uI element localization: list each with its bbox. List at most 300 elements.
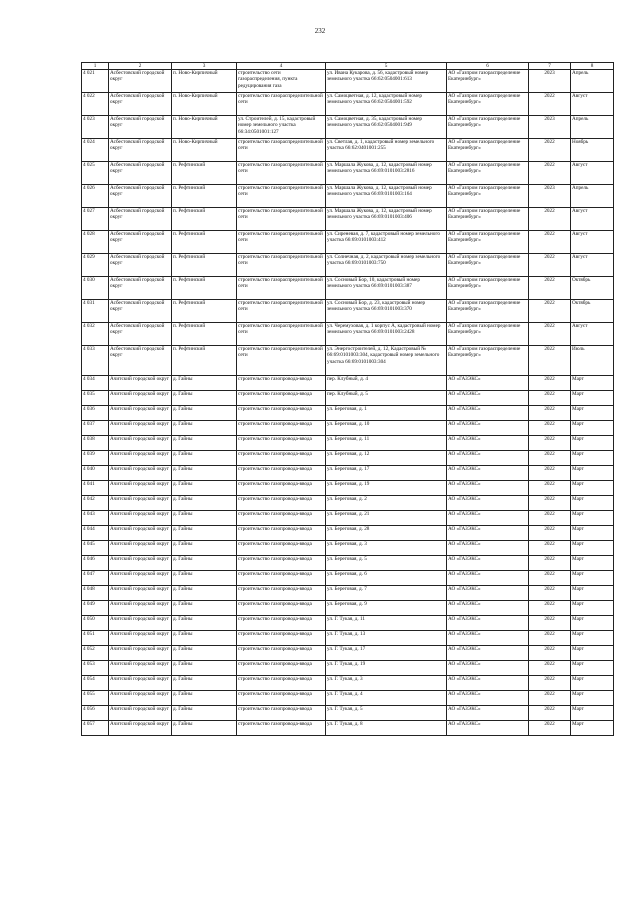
row-number: 4 033 [82, 346, 109, 376]
table-row [82, 676, 614, 691]
municipality-cell: Ачитский городской округ [109, 376, 172, 391]
work-type-cell: строительство газопровода-ввода [237, 646, 326, 661]
organization-cell: АО «Газпром газораспределение Екатеринбург» [447, 208, 529, 231]
work-type-cell: строительство газопровода-ввода [237, 616, 326, 631]
address-cell: ул. Энергостроителей, д. 12, Кадастровый № 66:69:0101003:304, кадастровый номер земельного участка 66:69:0101003:304 [326, 346, 447, 376]
work-type-cell: строительство газораспределительной сети [237, 254, 326, 277]
row-number: 4 045 [82, 541, 109, 556]
settlement-cell: п. Ново-Кирпичный [172, 116, 237, 139]
municipality-cell: Асбестовский городской округ [109, 93, 172, 116]
municipality-cell: Асбестовский городской округ [109, 185, 172, 208]
settlement-cell: п. Рефтинский [172, 254, 237, 277]
address-cell: ул. Береговая, д. 21 [326, 511, 447, 526]
month-cell: Октябрь [571, 300, 614, 323]
municipality-cell: Ачитский городской округ [109, 436, 172, 451]
row-number: 4 051 [82, 631, 109, 646]
address-cell: ул. Г. Тукая, д. 11 [326, 616, 447, 631]
settlement-cell: д. Гайны [172, 466, 237, 481]
address-cell: ул. Солнечная, д. 2, кадастровый номер земельного участка 66:69:0101003:750 [326, 254, 447, 277]
settlement-cell: д. Гайны [172, 676, 237, 691]
year-cell: 2022 [529, 586, 571, 601]
address-cell: ул. Самоцветная, д. 12, кадастровый номер земельного участка 66:62:0504001:592 [326, 93, 447, 116]
address-cell: ул. Береговая, д. 17 [326, 466, 447, 481]
year-cell: 2022 [529, 466, 571, 481]
month-cell: Август [571, 323, 614, 346]
year-cell: 2022 [529, 93, 571, 116]
work-type-cell: строительство газопровода-ввода [237, 436, 326, 451]
organization-cell: АО «ГАЗЭКС» [447, 661, 529, 676]
column-number: 1 [82, 63, 109, 70]
year-cell: 2022 [529, 162, 571, 185]
row-number: 4 028 [82, 231, 109, 254]
table-row [82, 646, 614, 661]
address-cell: ул. Береговая, д. 12 [326, 451, 447, 466]
year-cell: 2022 [529, 556, 571, 571]
column-number: 3 [172, 63, 237, 70]
table-row [82, 346, 614, 376]
work-type-cell: строительство газопровода-ввода [237, 691, 326, 706]
municipality-cell: Асбестовский городской округ [109, 116, 172, 139]
year-cell: 2022 [529, 646, 571, 661]
year-cell: 2022 [529, 706, 571, 721]
work-type-cell: строительство газопровода-ввода [237, 556, 326, 571]
work-type-cell: строительство газораспределительной сети [237, 208, 326, 231]
municipality-cell: Асбестовский городской округ [109, 277, 172, 300]
table-row [82, 556, 614, 571]
row-number: 4 049 [82, 601, 109, 616]
year-cell: 2022 [529, 391, 571, 406]
month-cell: Октябрь [571, 277, 614, 300]
month-cell: Март [571, 646, 614, 661]
year-cell: 2022 [529, 300, 571, 323]
settlement-cell: п. Рефтинский [172, 346, 237, 376]
row-number: 4 025 [82, 162, 109, 185]
month-cell: Март [571, 661, 614, 676]
row-number: 4 044 [82, 526, 109, 541]
settlement-cell: п. Рефтинский [172, 185, 237, 208]
work-type-cell: строительство газораспределительной сети [237, 231, 326, 254]
organization-cell: АО «ГАЗЭКС» [447, 586, 529, 601]
organization-cell: АО «ГАЗЭКС» [447, 556, 529, 571]
work-type-cell: строительство газопровода-ввода [237, 541, 326, 556]
address-cell: ул. Г. Тукая, д. 4 [326, 691, 447, 706]
month-cell: Март [571, 586, 614, 601]
table-row [82, 391, 614, 406]
year-cell: 2022 [529, 323, 571, 346]
municipality-cell: Ачитский городской округ [109, 691, 172, 706]
work-type-cell: строительство газораспределительной сети [237, 346, 326, 376]
settlement-cell: д. Гайны [172, 406, 237, 421]
municipality-cell: Ачитский городской округ [109, 631, 172, 646]
settlement-cell: д. Гайны [172, 496, 237, 511]
municipality-cell: Ачитский городской округ [109, 601, 172, 616]
municipality-cell: Асбестовский городской округ [109, 231, 172, 254]
work-type-cell: строительство газопровода-ввода [237, 601, 326, 616]
address-cell: ул. Г. Тукая, д. 3 [326, 676, 447, 691]
year-cell: 2022 [529, 406, 571, 421]
row-number: 4 026 [82, 185, 109, 208]
organization-cell: АО «Газпром газораспределение Екатеринбург» [447, 162, 529, 185]
year-cell: 2022 [529, 231, 571, 254]
row-number: 4 032 [82, 323, 109, 346]
column-number-row [82, 63, 614, 70]
organization-cell: АО «Газпром газораспределение Екатеринбург» [447, 300, 529, 323]
work-type-cell: строительство газопровода-ввода [237, 661, 326, 676]
work-type-cell: строительство газопровода-ввода [237, 376, 326, 391]
row-number: 4 041 [82, 481, 109, 496]
row-number: 4 036 [82, 406, 109, 421]
address-cell: ул. Береговая, д. 2 [326, 496, 447, 511]
row-number: 4 038 [82, 436, 109, 451]
month-cell: Март [571, 481, 614, 496]
column-number: 7 [529, 63, 571, 70]
settlement-cell: п. Рефтинский [172, 277, 237, 300]
year-cell: 2022 [529, 526, 571, 541]
table-row [82, 541, 614, 556]
address-cell: ул. Г. Тукая, д. 17 [326, 646, 447, 661]
year-cell: 2022 [529, 541, 571, 556]
table-row [82, 481, 614, 496]
municipality-cell: Асбестовский городской округ [109, 139, 172, 162]
year-cell: 2022 [529, 208, 571, 231]
work-type-cell: строительство газопровода-ввода [237, 706, 326, 721]
row-number: 4 039 [82, 451, 109, 466]
year-cell: 2022 [529, 661, 571, 676]
address-cell: ул. Маршала Жукова, д. 12, кадастровый номер земельного участка 66:69:0101003:164 [326, 185, 447, 208]
municipality-cell: Асбестовский городской округ [109, 162, 172, 185]
row-number: 4 023 [82, 116, 109, 139]
work-type-cell: строительство газораспределительной сети [237, 93, 326, 116]
register-table [81, 62, 614, 736]
organization-cell: АО «ГАЗЭКС» [447, 691, 529, 706]
column-number: 4 [237, 63, 326, 70]
settlement-cell: д. Гайны [172, 631, 237, 646]
row-number: 4 056 [82, 706, 109, 721]
month-cell: Март [571, 466, 614, 481]
settlement-cell: д. Гайны [172, 706, 237, 721]
organization-cell: АО «ГАЗЭКС» [447, 526, 529, 541]
table-row [82, 706, 614, 721]
address-cell: ул. Береговая, д. 11 [326, 436, 447, 451]
settlement-cell: п. Рефтинский [172, 323, 237, 346]
organization-cell: АО «Газпром газораспределение Екатеринбург» [447, 185, 529, 208]
settlement-cell: п. Рефтинский [172, 208, 237, 231]
month-cell: Август [571, 93, 614, 116]
table-row [82, 70, 614, 93]
address-cell: ул. Береговая, д. 19 [326, 481, 447, 496]
work-type-cell: строительство газораспределительной сети [237, 162, 326, 185]
settlement-cell: д. Гайны [172, 586, 237, 601]
table-row [82, 601, 614, 616]
month-cell: Апрель [571, 116, 614, 139]
row-number: 4 034 [82, 376, 109, 391]
column-number: 5 [326, 63, 447, 70]
municipality-cell: Ачитский городской округ [109, 586, 172, 601]
municipality-cell: Ачитский городской округ [109, 496, 172, 511]
table-row [82, 571, 614, 586]
organization-cell: АО «ГАЗЭКС» [447, 646, 529, 661]
settlement-cell: д. Гайны [172, 541, 237, 556]
row-number: 4 024 [82, 139, 109, 162]
municipality-cell: Ачитский городской округ [109, 571, 172, 586]
work-type-cell: строительство газопровода-ввода [237, 496, 326, 511]
table-row [82, 185, 614, 208]
work-type-cell: строительство газораспределительной сети [237, 323, 326, 346]
organization-cell: АО «ГАЗЭКС» [447, 436, 529, 451]
work-type-cell: строительство газопровода-ввода [237, 421, 326, 436]
month-cell: Март [571, 376, 614, 391]
organization-cell: АО «ГАЗЭКС» [447, 706, 529, 721]
month-cell: Март [571, 691, 614, 706]
address-cell: ул. Самоцветная, д. 35, кадастровый номер земельного участка 66:62:0504001:949 [326, 116, 447, 139]
settlement-cell: п. Рефтинский [172, 231, 237, 254]
month-cell: Март [571, 676, 614, 691]
table-row [82, 421, 614, 436]
column-number: 6 [447, 63, 529, 70]
work-type-cell: строительство газораспределительной сети [237, 277, 326, 300]
month-cell: Март [571, 511, 614, 526]
settlement-cell: д. Гайны [172, 391, 237, 406]
municipality-cell: Ачитский городской округ [109, 661, 172, 676]
row-number: 4 037 [82, 421, 109, 436]
settlement-cell: д. Гайны [172, 721, 237, 736]
settlement-cell: д. Гайны [172, 571, 237, 586]
address-cell: ул. Г. Тукая, д. 13 [326, 631, 447, 646]
table-row [82, 162, 614, 185]
organization-cell: АО «Газпром газораспределение Екатеринбург» [447, 323, 529, 346]
address-cell: ул. Береговая, д. 7 [326, 586, 447, 601]
work-type-cell: строительство газопровода-ввода [237, 481, 326, 496]
table-row [82, 526, 614, 541]
settlement-cell: п. Ново-Кирпичный [172, 93, 237, 116]
year-cell: 2022 [529, 277, 571, 300]
address-cell: пер. Клубный, д. 5 [326, 391, 447, 406]
address-cell: ул. Г. Тукая, д. 5 [326, 706, 447, 721]
work-type-cell: строительство газопровода-ввода [237, 406, 326, 421]
settlement-cell: д. Гайны [172, 511, 237, 526]
row-number: 4 054 [82, 676, 109, 691]
month-cell: Март [571, 526, 614, 541]
year-cell: 2022 [529, 721, 571, 736]
municipality-cell: Ачитский городской округ [109, 706, 172, 721]
address-cell: пер. Клубный, д. 4 [326, 376, 447, 391]
year-cell: 2022 [529, 676, 571, 691]
table-row [82, 451, 614, 466]
settlement-cell: д. Гайны [172, 616, 237, 631]
municipality-cell: Асбестовский городской округ [109, 70, 172, 93]
table-row [82, 376, 614, 391]
municipality-cell: Ачитский городской округ [109, 511, 172, 526]
municipality-cell: Ачитский городской округ [109, 481, 172, 496]
address-cell: ул. Береговая, д. 1 [326, 406, 447, 421]
work-type-cell: строительство газопровода-ввода [237, 391, 326, 406]
municipality-cell: Асбестовский городской округ [109, 208, 172, 231]
row-number: 4 029 [82, 254, 109, 277]
month-cell: Март [571, 631, 614, 646]
month-cell: Март [571, 496, 614, 511]
organization-cell: АО «ГАЗЭКС» [447, 406, 529, 421]
municipality-cell: Ачитский городской округ [109, 556, 172, 571]
month-cell: Март [571, 721, 614, 736]
table-row [82, 323, 614, 346]
address-cell: ул. Г. Тукая, д. 19 [326, 661, 447, 676]
month-cell: Март [571, 571, 614, 586]
address-cell: ул. Береговая, д. 5 [326, 556, 447, 571]
year-cell: 2022 [529, 601, 571, 616]
year-cell: 2022 [529, 346, 571, 376]
table-row [82, 586, 614, 601]
row-number: 4 046 [82, 556, 109, 571]
row-number: 4 030 [82, 277, 109, 300]
organization-cell: АО «ГАЗЭКС» [447, 631, 529, 646]
organization-cell: АО «Газпром газораспределение Екатеринбург» [447, 231, 529, 254]
settlement-cell: д. Гайны [172, 421, 237, 436]
settlement-cell: д. Гайны [172, 691, 237, 706]
row-number: 4 042 [82, 496, 109, 511]
year-cell: 2022 [529, 511, 571, 526]
table-row [82, 277, 614, 300]
month-cell: Апрель [571, 70, 614, 93]
table-row [82, 208, 614, 231]
table-row [82, 231, 614, 254]
month-cell: Март [571, 616, 614, 631]
table-row [82, 254, 614, 277]
settlement-cell: п. Рефтинский [172, 162, 237, 185]
month-cell: Март [571, 451, 614, 466]
work-type-cell: строительство газопровода-ввода [237, 676, 326, 691]
municipality-cell: Асбестовский городской округ [109, 346, 172, 376]
month-cell: Март [571, 391, 614, 406]
organization-cell: АО «ГАЗЭКС» [447, 616, 529, 631]
work-type-cell: строительство газопровода-ввода [237, 466, 326, 481]
table-row [82, 93, 614, 116]
year-cell: 2022 [529, 691, 571, 706]
organization-cell: АО «Газпром газораспределение Екатеринбург» [447, 346, 529, 376]
year-cell: 2022 [529, 616, 571, 631]
year-cell: 2022 [529, 421, 571, 436]
address-cell: ул. Береговая, д. 3 [326, 541, 447, 556]
row-number: 4 052 [82, 646, 109, 661]
row-number: 4 053 [82, 661, 109, 676]
settlement-cell: д. Гайны [172, 436, 237, 451]
month-cell: Август [571, 231, 614, 254]
work-type-cell: строительство газопровода-ввода [237, 586, 326, 601]
settlement-cell: д. Гайны [172, 646, 237, 661]
table-row [82, 139, 614, 162]
work-type-cell: строительство газопровода-ввода [237, 526, 326, 541]
month-cell: Август [571, 254, 614, 277]
organization-cell: АО «ГАЗЭКС» [447, 511, 529, 526]
organization-cell: АО «ГАЗЭКС» [447, 676, 529, 691]
address-cell: ул. Маршала Жукова, д. 12, кадастровый номер земельного участка 66:69:0101003:406 [326, 208, 447, 231]
organization-cell: АО «ГАЗЭКС» [447, 601, 529, 616]
settlement-cell: д. Гайны [172, 451, 237, 466]
settlement-cell: д. Гайны [172, 526, 237, 541]
table-row [82, 466, 614, 481]
municipality-cell: Ачитский городской округ [109, 721, 172, 736]
year-cell: 2022 [529, 436, 571, 451]
month-cell: Март [571, 436, 614, 451]
row-number: 4 050 [82, 616, 109, 631]
row-number: 4 048 [82, 586, 109, 601]
table-row [82, 661, 614, 676]
work-type-cell: строительство газопровода-ввода [237, 721, 326, 736]
municipality-cell: Ачитский городской округ [109, 646, 172, 661]
year-cell: 2022 [529, 139, 571, 162]
settlement-cell: д. Гайны [172, 376, 237, 391]
year-cell: 2023 [529, 70, 571, 93]
organization-cell: АО «ГАЗЭКС» [447, 481, 529, 496]
month-cell: Август [571, 208, 614, 231]
organization-cell: АО «ГАЗЭКС» [447, 466, 529, 481]
month-cell: Март [571, 706, 614, 721]
year-cell: 2022 [529, 571, 571, 586]
year-cell: 2022 [529, 496, 571, 511]
municipality-cell: Ачитский городской округ [109, 451, 172, 466]
month-cell: Март [571, 421, 614, 436]
row-number: 4 035 [82, 391, 109, 406]
row-number: 4 040 [82, 466, 109, 481]
year-cell: 2022 [529, 631, 571, 646]
work-type-cell: строительство газораспределительной сети [237, 139, 326, 162]
address-cell: ул. Ивана Кукарова, д. 56, кадастровый номер земельного участка 66:62:0504001:613 [326, 70, 447, 93]
row-number: 4 057 [82, 721, 109, 736]
address-cell: ул. Береговая, д. 6 [326, 571, 447, 586]
work-type-cell: строительство сети газораспределения, пункта редуцирования газа [237, 70, 326, 93]
year-cell: 2023 [529, 116, 571, 139]
month-cell: Июль [571, 346, 614, 376]
settlement-cell: д. Гайны [172, 556, 237, 571]
row-number: 4 047 [82, 571, 109, 586]
settlement-cell: д. Гайны [172, 601, 237, 616]
year-cell: 2022 [529, 451, 571, 466]
work-type-cell: строительство газопровода-ввода [237, 511, 326, 526]
settlement-cell: п. Рефтинский [172, 300, 237, 323]
municipality-cell: Ачитский городской округ [109, 676, 172, 691]
organization-cell: АО «Газпром газораспределение Екатеринбург» [447, 116, 529, 139]
municipality-cell: Асбестовский городской округ [109, 254, 172, 277]
row-number: 4 055 [82, 691, 109, 706]
month-cell: Март [571, 541, 614, 556]
organization-cell: АО «Газпром газораспределение Екатеринбург» [447, 70, 529, 93]
table-row [82, 631, 614, 646]
work-type-cell: ул. Строителей, д. 15, кадастровый номер земельного участка 66:34:0501001:127 [237, 116, 326, 139]
year-cell: 2022 [529, 376, 571, 391]
address-cell: ул. Светлая, д. 1, кадастровый номер земельного участка 66:62:0401001:255 [326, 139, 447, 162]
municipality-cell: Ачитский городской округ [109, 406, 172, 421]
table-row [82, 616, 614, 631]
address-cell: ул. Г. Тукая, д. 8 [326, 721, 447, 736]
address-cell: ул. Сосновый Бор, д. 23, кадастровый номер земельного участка 66:69:0101003:370 [326, 300, 447, 323]
address-cell: ул. Береговая, д. 9 [326, 601, 447, 616]
organization-cell: АО «ГАЗЭКС» [447, 451, 529, 466]
organization-cell: АО «Газпром газораспределение Екатеринбург» [447, 254, 529, 277]
municipality-cell: Асбестовский городской округ [109, 300, 172, 323]
month-cell: Март [571, 601, 614, 616]
year-cell: 2022 [529, 481, 571, 496]
month-cell: Ноябрь [571, 139, 614, 162]
organization-cell: АО «ГАЗЭКС» [447, 571, 529, 586]
table-row [82, 511, 614, 526]
work-type-cell: строительство газопровода-ввода [237, 631, 326, 646]
month-cell: Август [571, 162, 614, 185]
table-row [82, 436, 614, 451]
organization-cell: АО «ГАЗЭКС» [447, 376, 529, 391]
address-cell: ул. Береговая, д. 10 [326, 421, 447, 436]
row-number: 4 022 [82, 93, 109, 116]
table-row [82, 721, 614, 736]
settlement-cell: д. Гайны [172, 481, 237, 496]
